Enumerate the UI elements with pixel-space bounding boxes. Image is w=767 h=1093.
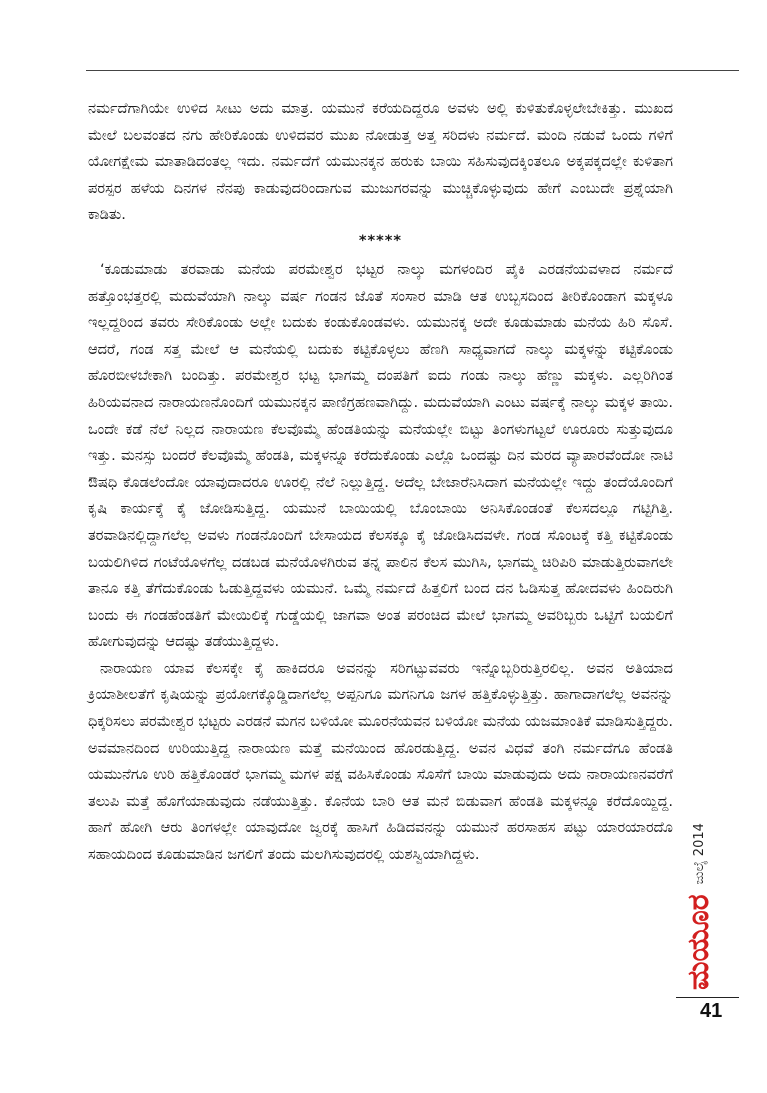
page-number: 41 [700,1000,723,1022]
article-body [88,96,673,869]
paragraph-2: ‘ಕೂಡುಮಾಡು ತರವಾಡು ಮನೆಯ ಪರಮೇಶ್ವರ ಭಟ್ಟರ ನಾಲ್ಕು ಮಗಳಂದಿರ ಪೈಕಿ ಎರಡನೆಯವಳಾದ ನರ್ಮದೆ ಹತ್ತೊಂಭತ್ತರಲ್ಲಿ ಮದುವೆಯಾಗಿ ನಾಲ್ಕು ವರ್ಷ ಗಂಡನ ಜೊತೆ ಸಂಸಾರ ಮಾಡಿ ಆತ ಉಬ್ಬಸದಿಂದ ತೀರಿಕೊಂಡಾಗ ಮಕ್ಕಳೂ ಇಲ್ಲದ್ದರಿಂದ ತವರು ಸೇರಿಕೊಂಡು ಅಲ್ಲೇ ಬದುಕು ಕಂಡುಕೊಂಡವಳು. ಯಮುನಕ್ಕ ಅದೇ ಕೂಡುಮಾಡು ಮನೆಯ ಹಿರಿ ಸೊಸೆ. ಆದರೆ, ಗಂಡ ಸತ್ತ ಮೇಲೆ ಆ ಮನೆಯಲ್ಲಿ ಬದುಕು ಕಟ್ಟಿಕೊಳ್ಳಲು ಹೆಣಗಿ ಸಾಧ್ಯವಾಗದೆ ನಾಲ್ಕು ಮಕ್ಕಳನ್ನು ಕಟ್ಟಿಕೊಂಡು ಹೊರಬೀಳಬೇಕಾಗಿ ಬಂದಿತ್ತು. ಪರಮೇಶ್ವರ ಭಟ್ಟ ಭಾಗಮ್ಮ ದಂಪತಿಗೆ ಐದು ಗಂಡು ನಾಲ್ಕು ಹೆಣ್ಣು ಮಕ್ಕಳು. ಎಲ್ಲರಿಗಿಂತ ಹಿರಿಯವನಾದ ನಾರಾಯಣನೊಂದಿಗೆ ಯಮುನಕ್ಕನ ಪಾಣಿಗ್ರಹಣವಾಗಿದ್ದು. ಮದುವೆಯಾಗಿ ಎಂಟು ವರ್ಷಕ್ಕೆ ನಾಲ್ಕು ಮಕ್ಕಳ ತಾಯಿ. ಒಂದೇ ಕಡೆ ನೆಲೆ ನಿಲ್ಲದ ನಾರಾಯಣ ಕೆಲವೊಮ್ಮೆ ಹೆಂಡತಿಯನ್ನು ಮನೆಯಲ್ಲೇ ಬಿಟ್ಟು ತಿಂಗಳುಗಟ್ಟಲೆ ಊರೂರು ಸುತ್ತುವುದೂ ಇತ್ತು. ಮನಸ್ಸು ಬಂದರೆ ಕೆಲವೊಮ್ಮೆ ಹೆಂಡತಿ, ಮಕ್ಕಳನ್ನೂ ಕರೆದುಕೊಂಡು ಎಲ್ಲೊ ಒಂದಷ್ಟು ದಿನ ಮರದ ವ್ಯಾಪಾರವೆಂದೋ ನಾಟಿ ಔಷಧಿ ಕೊಡಲೆಂದೋ ಯಾವುದಾದರೂ ಊರಲ್ಲಿ ನೆಲೆ ನಿಲ್ಲುತ್ತಿದ್ದ. ಅದೆಲ್ಲ ಬೇಜಾರೆನಿಸಿದಾಗ ಮನೆಯಲ್ಲೇ ಇದ್ದು ತಂದೆಯೊಂದಿಗೆ ಕೃಷಿ ಕಾರ್ಯಕ್ಕೆ ಕೈ ಜೋಡಿಸುತ್ತಿದ್ದ. ಯಮುನೆ ಬಾಯಿಯಲ್ಲಿ ಬೊಂಬಾಯಿ ಅನಿಸಿಕೊಂಡಂತೆ ಕೆಲಸದಲ್ಲೂ ಗಟ್ಟಿಗಿತ್ತಿ. ತರವಾಡಿನಲ್ಲಿದ್ದಾಗಲೆಲ್ಲ ಅವಳು ಗಂಡನೊಂದಿಗೆ ಬೇಸಾಯದ ಕೆಲಸಕ್ಕೂ ಕೈ ಜೋಡಿಸಿದವಳೇ. ಗಂಡ ಸೊಂಟಕ್ಕೆ ಕತ್ತಿ ಕಟ್ಟಿಕೊಂಡು ಬಯಲಿಗಿಳಿದ ಗಂಟೆಯೊಳಗೆಲ್ಲ ದಡಬಡ ಮನೆಯೊಳಗಿರುವ ತನ್ನ ಪಾಲಿನ ಕೆಲಸ ಮುಗಿಸಿ, ಭಾಗಮ್ಮ ಚಿರಿಪಿರಿ ಮಾಡುತ್ತಿರುವಾಗಲೇ ತಾನೂ ಕತ್ತಿ ತೆಗೆದುಕೊಂಡು ಓಡುತ್ತಿದ್ದವಳು ಯಮುನೆ. ಒಮ್ಮೆ ನರ್ಮದೆ ಹಿತ್ತಲಿಗೆ ಬಂದ ದನ ಓಡಿಸುತ್ತ ಹೋದವಳು ಹಿಂದಿರುಗಿ ಬಂದು ಈ ಗಂಡಹೆಂಡತಿಗೆ ಮೇಯಿಲಿಕ್ಕೆ ಗುಡ್ಡೆಯಲ್ಲಿ ಜಾಗವಾ ಅಂತ ಪರಂಚಿದ ಮೇಲೆ ಭಾಗಮ್ಮ ಅವರಿಬ್ಬರು ಒಟ್ಟಿಗೆ ಬಯಲಿಗೆ ಹೋಗುವುದನ್ನು ಆದಷ್ಟು ತಡೆಯುತ್ತಿದ್ದಳು. [88,260,673,651]
paragraph-1: ನರ್ಮದೆಗಾಗಿಯೇ ಉಳಿದ ಸೀಟು ಅದು ಮಾತ್ರ. ಯಮುನೆ ಕರೆಯದಿದ್ದರೂ ಅವಳು ಅಲ್ಲಿ ಕುಳಿತುಕೊಳ್ಳಲೇಬೇಕಿತ್ತು. ಮುಖದ ಮೇಲೆ ಬಲವಂತದ ನಗು ಹೇರಿಕೊಂಡು ಉಳಿದವರ ಮುಖ ನೋಡುತ್ತ ಅತ್ತ ಸರಿದಳು ನರ್ಮದೆ. ಮಂದಿ ನಡುವೆ ಒಂದು ಗಳಿಗೆ ಯೋಗಕ್ಷೇಮ ಮಾತಾಡಿದಂತಲ್ಲ ಇದು. ನರ್ಮದೆಗೆ ಯಮುನಕ್ಕನ ಹರುಕು ಬಾಯಿ ಸಹಿಸುವುದಕ್ಕಿಂತಲೂ ಅಕ್ಕಪಕ್ಕದಲ್ಲೇ ಕುಳಿತಾಗ ಪರಸ್ಪರ ಹಳೆಯ ದಿನಗಳ ನೆನಪು ಕಾಡುವುದರಿಂದಾಗುವ ಮುಜುಗರವನ್ನು ಮುಚ್ಚಿಕೊಳ್ಳುವುದು ಹೇಗೆ ಎಂಬುದೇ ಪ್ರಶ್ನೆಯಾಗಿ ಕಾಡಿತು. [88,100,673,224]
issue-date: ಜುಲೈ 2014 [691,823,707,885]
section-separator: ***** [358,231,403,249]
top-rule [86,70,739,71]
page-number-rule [676,997,739,998]
magazine-logo: ಮಯೂರ [681,894,716,990]
paragraph-3: ನಾರಾಯಣ ಯಾವ ಕೆಲಸಕ್ಕೇ ಕೈ ಹಾಕಿದರೂ ಅವನನ್ನು ಸರಿಗಟ್ಟುವವರು ಇನ್ನೊಬ್ಬರಿರುತ್ತಿರಲಿಲ್ಲ. ಅವನ ಅತಿಯಾದ ಕ್ರಿಯಾಶೀಲತೆಗೆ ಕೃಷಿಯನ್ನು ಪ್ರಯೋಗಕ್ಕೊಡ್ಡಿದಾಗಲೆಲ್ಲ ಅಪ್ಪನಿಗೂ ಮಗನಿಗೂ ಜಗಳ ಹತ್ತಿಕೊಳ್ಳುತ್ತಿತ್ತು. ಹಾಗಾದಾಗಲೆಲ್ಲ ಅವನನ್ನು ಧಿಕ್ಕರಿಸಲು ಪರಮೇಶ್ವರ ಭಟ್ಟರು ಎರಡನೆ ಮಗನ ಬಳಿಯೋ ಮೂರನೆಯವನ ಬಳಿಯೋ ಮನೆಯ ಯಜಮಾಂತಿಕೆ ಮಾಡಿಸುತ್ತಿದ್ದರು. ಅವಮಾನದಿಂದ ಉರಿಯುತ್ತಿದ್ದ ನಾರಾಯಣ ಮತ್ತೆ ಮನೆಯಿಂದ ಹೊರಡುತ್ತಿದ್ದ. ಅವನ ವಿಧವೆ ತಂಗಿ ನರ್ಮದೆಗೂ ಹೆಂಡತಿ ಯಮುನೆಗೂ ಉರಿ ಹತ್ತಿಕೊಂಡರೆ ಭಾಗಮ್ಮ ಮಗಳ ಪಕ್ಷ ವಹಿಸಿಕೊಂಡು ಸೊಸೆಗೆ ಬಾಯಿ ಮಾಡುವುದು ಅದು ನಾರಾಯಣನವರೆಗೆ ತಲುಪಿ ಮತ್ತೆ ಹೊಗೆಯಾಡುವುದು ನಡೆಯುತ್ತಿತ್ತು. ಕೊನೆಯ ಬಾರಿ ಆತ ಮನೆ ಬಿಡುವಾಗ ಹೆಂಡತಿ ಮಕ್ಕಳನ್ನೂ ಕರೆದೊಯ್ದಿದ್ದ. ಹಾಗೆ ಹೋಗಿ ಆರು ತಿಂಗಳಲ್ಲೇ ಯಾವುದೋ ಜ್ವರಕ್ಕೆ ಹಾಸಿಗೆ ಹಿಡಿದವನನ್ನು ಯಮುನೆ ಹರಸಾಹಸ ಪಟ್ಟು ಯಾರಯಾರದೊ ಸಹಾಯದಿಂದ ಕೂಡುಮಾಡಿನ ಜಗಲಿಗೆ ತಂದು ಮಲಗಿಸುವುದರಲ್ಲಿ ಯಶಸ್ವಿಯಾಗಿದ್ದಳು. [88,659,673,864]
magazine-masthead [681,823,716,990]
